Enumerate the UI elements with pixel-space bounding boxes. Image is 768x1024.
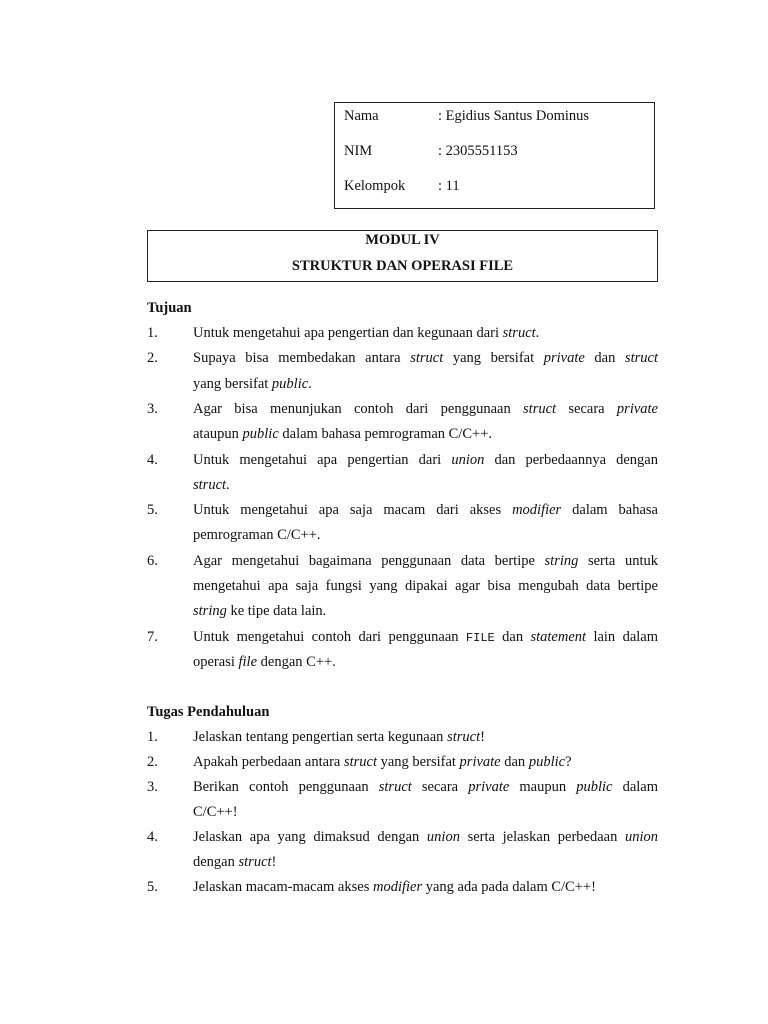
info-value-nim: : 2305551153 [438,143,518,159]
tujuan-item-number: 2. [147,350,158,367]
tugas-item-number: 3. [147,779,158,795]
tujuan-item-number: 3. [147,400,158,417]
tujuan-item-text: Untuk mengetahui apa saja macam dari akses modifier dalam bahasa [193,502,658,519]
tugas-heading: Tugas Pendahuluan [147,704,270,720]
info-value-group: : 11 [438,178,460,194]
tujuan-item-number: 5. [147,502,158,519]
tugas-item-number: 2. [147,754,158,770]
tujuan-item-text: string ke tipe data lain. [193,603,327,620]
tujuan-item-text: Untuk mengetahui contoh dari penggunaan FILE dan statement lain dalam [193,628,659,645]
tugas-item-number: 5. [147,879,158,895]
tujuan-item-text: mengetahui apa saja fungsi yang dipakai agar bisa mengubah data bertipe [193,578,658,594]
tujuan-item-text: Untuk mengetahui apa pengertian dan kegunaan dari struct. [193,325,540,341]
tujuan-item-number: 6. [147,552,158,569]
tugas-item-text: C/C++! [193,804,238,820]
info-label-nim: NIM [344,143,373,159]
tujuan-item-text: Agar bisa menunjukan contoh dari penggunaan struct secara private [193,400,658,417]
tujuan-item-number: 7. [147,628,158,645]
module-number: MODUL IV [365,232,440,248]
tujuan-item-text: ataupun public dalam bahasa pemrograman C/C++. [193,426,493,443]
tujuan-item-text: Supaya bisa membedakan antara struct yang bersifat private dan struct [193,350,658,367]
student-info-box [334,102,655,209]
module-title: STRUKTUR DAN OPERASI FILE [291,258,514,274]
tugas-item-text: Jelaskan apa yang dimaksud dengan union serta jelaskan perbedaan union [193,829,659,845]
info-label-name: Nama [344,108,379,124]
tujuan-item-number: 1. [147,325,158,341]
tujuan-item-text: Untuk mengetahui apa pengertian dari union dan perbedaannya dengan [193,451,658,468]
tujuan-item-number: 4. [147,451,158,468]
tujuan-heading: Tujuan [147,300,192,316]
module-title-box [147,230,658,282]
tugas-item-text: dengan struct! [193,854,277,870]
tugas-item-text: Apakah perbedaan antara struct yang bersifat private dan public? [193,754,572,770]
tujuan-item-text: struct. [193,476,230,493]
tugas-item-text: Jelaskan macam-macam akses modifier yang ada pada dalam C/C++! [193,879,596,895]
tugas-item-text: Jelaskan tentang pengertian serta kegunaan struct! [193,729,485,745]
tujuan-item-text: yang bersifat public. [193,375,312,392]
info-label-group: Kelompok [344,178,406,194]
tujuan-item-text: pemrograman C/C++. [193,527,321,544]
info-value-name: : Egidius Santus Dominus [438,108,590,124]
tujuan-item-text: Agar mengetahui bagaimana penggunaan data bertipe string serta untuk [193,552,658,569]
tugas-item-number: 4. [147,829,158,845]
tugas-item-text: Berikan contoh penggunaan struct secara private maupun public dalam [193,779,659,795]
tugas-item-number: 1. [147,729,158,745]
tujuan-item-text: operasi file dengan C++. [193,653,336,670]
